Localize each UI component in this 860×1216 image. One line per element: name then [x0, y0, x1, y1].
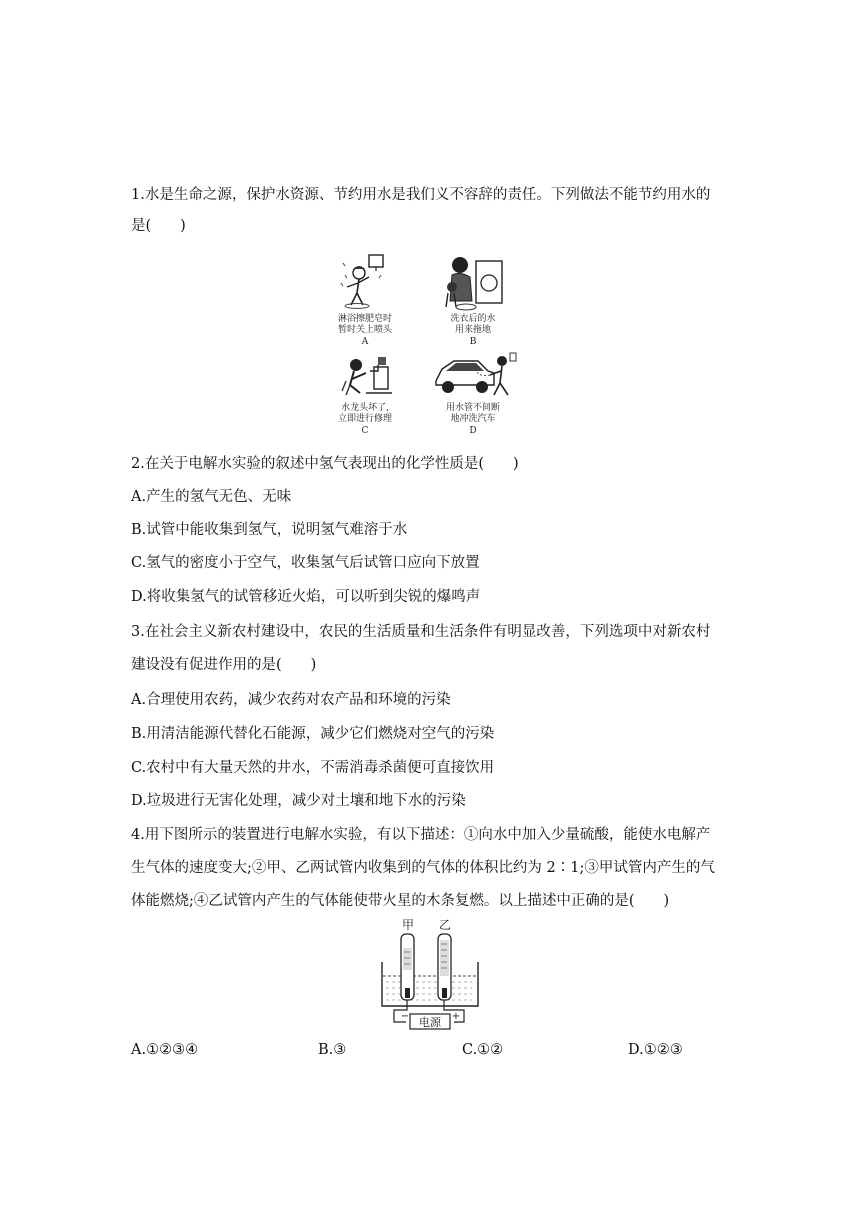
q1-image-a-caption2: 暂时关上喷头: [337, 325, 392, 335]
q1-image-d-caption2: 地冲洗汽车: [450, 414, 496, 424]
q1-image-b-caption1: 洗衣后的水: [450, 314, 496, 324]
q1-figure: [330, 253, 530, 438]
q1-image-d-letter: D: [469, 426, 477, 436]
q3-stem-line2: 建设没有促进作用的是( ): [131, 657, 317, 673]
q3-stem-line1: 3.在社会主义新农村建设中，农民的生活质量和生活条件有明显改善，下列选项中对新农村: [131, 624, 711, 640]
q2-option-a: A.产生的氢气无色、无味: [131, 489, 292, 505]
shower-illustration: [335, 253, 395, 309]
q4-option-b: B.③: [318, 1042, 347, 1058]
q4-stem-line1: 4.用下图所示的装置进行电解水实验，有以下描述：①向水中加入少量硫酸，能使水电解产: [131, 827, 711, 843]
q3-option-c: C.农村中有大量天然的井水，不需消毒杀菌便可直接饮用: [131, 760, 495, 776]
q1-image-a-caption1: 淋浴擦肥皂时: [337, 314, 392, 324]
minus-sign: −: [400, 1011, 410, 1022]
q3-option-d: D.垃圾进行无害化处理，减少对土壤和地下水的污染: [131, 793, 466, 809]
q1-image-c-caption2: 立即进行修理: [337, 414, 392, 424]
q2-stem: 2.在关于电解水实验的叙述中氢气表现出的化学性质是( ): [131, 456, 519, 472]
tube-label-jia: 甲: [401, 918, 415, 932]
q1-image-c-letter: C: [361, 426, 369, 436]
q4-options: [131, 1040, 731, 1060]
q1-image-b-caption2: 用来拖地: [454, 325, 491, 335]
q4-stem-line2: 生气体的速度变大;②甲、乙两试管内收集到的气体的体积比约为 2∶1;③甲试管内产生的气: [131, 860, 715, 876]
q4-stem-line3: 体能燃烧;④乙试管内产生的气体能使带火星的木条复燃。以上描述中正确的是( ): [131, 893, 670, 909]
q4-option-c: C.①②: [462, 1042, 504, 1058]
tube-label-yi: 乙: [438, 918, 452, 932]
washing-illustration: [438, 253, 508, 311]
q3-option-a: A.合理使用农药，减少农药对农产品和环境的污染: [131, 692, 451, 708]
q2-option-d: D.将收集氢气的试管移近火焰，可以听到尖锐的爆鸣声: [131, 589, 481, 605]
q2-option-c: C.氢气的密度小于空气，收集氢气后试管口应向下放置: [131, 555, 480, 571]
q2-option-b: B.试管中能收集到氢气，说明氢气难溶于水: [131, 522, 408, 538]
q1-image-d-caption1: 用水管不间断: [445, 403, 500, 413]
beaker: [382, 962, 478, 1006]
q1-stem-line1: 1.水是生命之源，保护水资源、节约用水是我们义不容辞的责任。下列做法不能节约用水的: [131, 187, 711, 203]
electrode-left: [405, 988, 410, 998]
tap-repair-illustration: [340, 351, 396, 397]
q4-option-d: D.①②③: [628, 1042, 683, 1058]
q3-option-b: B.用清洁能源代替化石能源，减少它们燃烧对空气的污染: [131, 726, 495, 742]
q1-image-c-caption1: 水龙头坏了,: [341, 403, 389, 413]
q1-image-b-letter: B: [469, 337, 477, 347]
car-wash-illustration: [432, 347, 518, 399]
q4-option-a: A.①②③④: [131, 1042, 199, 1058]
electrode-right: [442, 988, 447, 998]
power-label: 电源: [419, 1016, 441, 1029]
q1-stem-line2: 是( ): [131, 218, 186, 234]
plus-sign: +: [451, 1011, 461, 1022]
electrolysis-apparatus: [376, 918, 486, 1030]
q1-image-a-letter: A: [361, 337, 369, 347]
